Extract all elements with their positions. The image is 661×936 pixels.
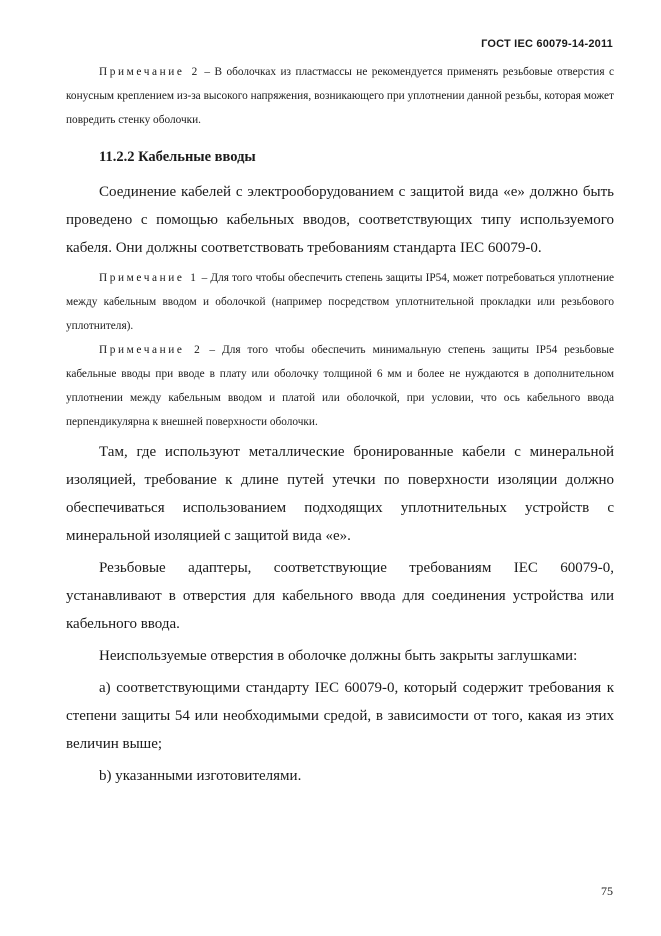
note-dash: –	[202, 344, 223, 356]
section-heading: 11.2.2 Кабельные вводы	[99, 149, 256, 165]
paragraph-cable-connection: Соединение кабелей с электрооборудованием с защитой вида «е» должно быть проведено с помощью кабельных вводов, соответствующих типу используемого кабеля. Они должны соответствовать требованиям стандарта IEC 60079-0.	[66, 184, 614, 256]
note-label: Примечание 2	[99, 344, 203, 356]
note-text: В оболочках из пластмассы не рекомендуется применять резьбовые отверстия с конусным креплением из-за высокого напряжения, возникающего при уплотнении данной резьбы, которая может повредить стенку оболочки.	[66, 66, 614, 126]
note-1	[66, 266, 614, 338]
paragraph-mineral-insulated-cables: Там, где используют металлические бронированные кабели с минеральной изоляцией, требование к длине путей утечки по поверхности изоляции должно обеспечиваться использованием подходящих уплотнительных устройств с минеральной изоляцией с защитой вида «е».	[66, 444, 614, 544]
paragraph-unused-openings: Неиспользуемые отверстия в оболочке должны быть закрыты заглушками:	[99, 648, 578, 664]
page-content	[66, 60, 614, 790]
note-dash: –	[199, 66, 215, 78]
list-item-b: b) указанными изготовителями.	[99, 768, 302, 784]
note-label: Примечание 2	[99, 66, 200, 78]
document-code-header: ГОСТ IEC 60079-14-2011	[481, 38, 613, 50]
page-number: 75	[601, 884, 613, 898]
paragraph-threaded-adapters: Резьбовые адаптеры, соответствующие требованиям IEC 60079-0, устанавливают в отверстия для кабельного ввода для соединения устройства или кабельного ввода.	[66, 560, 614, 632]
note-dash: –	[198, 272, 211, 284]
list-item-a: a) соответствующими стандарту IEC 60079-0, который содержит требования к степени защиты 54 или необходимыми средой, в зависимости от того, какая из этих величин выше;	[66, 680, 614, 752]
note-2	[66, 338, 614, 434]
note-label: Примечание 1	[99, 272, 199, 284]
note-text: Для того чтобы обеспечить степень защиты IP54, может потребоваться уплотнение между кабельным вводом и оболочкой (например посредством уплотнительной прокладки или резьбового уплотнителя).	[66, 272, 615, 332]
note-top	[66, 60, 614, 132]
note-text: Для того чтобы обеспечить минимальную степень защиты IP54 резьбовые кабельные вводы при вводе в плату или оболочку толщиной 6 мм и более не нуждаются в дополнительном уплотнении между кабельным вводом и платой или оболочкой, при условии, что ось кабельного ввода перпендикулярна к внешней поверхности оболочки.	[66, 344, 614, 428]
